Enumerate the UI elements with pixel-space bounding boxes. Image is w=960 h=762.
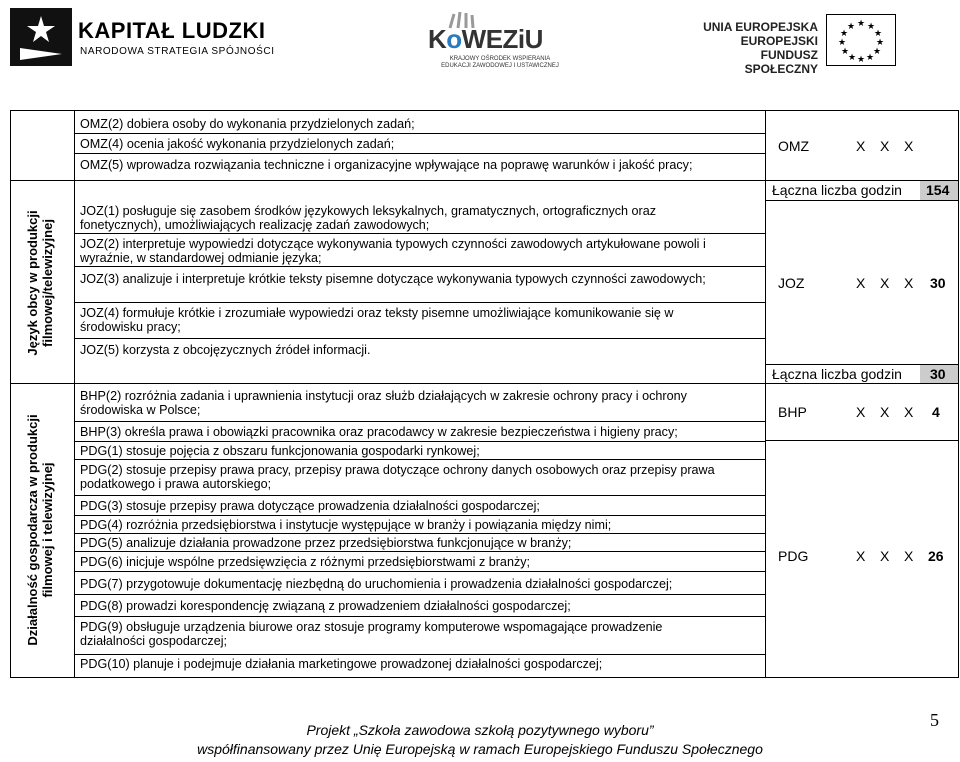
kapital-ludzki-logo-icon (10, 8, 72, 66)
list-item: OMZ(2) dobiera osoby do wykonania przydzielonych zadań; (80, 117, 415, 131)
svg-text:★: ★ (875, 38, 885, 48)
mark: X (856, 275, 866, 291)
list-item: PDG(1) stosuje pojęcia z obszaru funkcjonowania gospodarki rynkowej; (80, 444, 480, 458)
sum-label: Łączna liczba godzin (772, 366, 902, 382)
svg-text:★: ★ (865, 53, 875, 63)
list-item: PDG(8) prowadzi korespondencję związaną z prowadzeniem działalności gospodarczej; (80, 599, 571, 613)
list-item: BHP(2) rozróżnia zadania i uprawnienia instytucji oraz służb działających w zakresie ochrony pracy i ochrony środowiska w Polsce; (80, 389, 687, 417)
svg-text:★: ★ (839, 29, 849, 39)
list-item: PDG(7) przygotowuje dokumentację niezbędną do uruchomienia i prowadzenia działalności gospodarczej; (80, 577, 673, 591)
list-item: PDG(3) stosuje przepisy prawa dotyczące prowadzenia działalności gospodarczej; (80, 499, 540, 513)
list-item: OMZ(4) ocenia jakość wykonania przydzielonych zadań; (80, 137, 395, 151)
mark: X (880, 548, 890, 564)
list-item: PDG(2) stosuje przepisy prawa pracy, przepisy prawa dotyczące ochrony danych osobowych oraz przepisy prawa podatkowego i prawa autorskiego; (80, 463, 715, 491)
module-code: BHP (778, 404, 807, 420)
eu-text: UNIA EUROPEJSKA EUROPEJSKI FUNDUSZ SPOŁECZNY (703, 20, 818, 76)
mark: X (856, 404, 866, 420)
mark: X (904, 404, 914, 420)
koweziu-subtitle: KRAJOWY OŚRODEK WSPIERANIA EDUKACJI ZAWODOWEJ I USTAWICZNEJ (441, 56, 559, 69)
mark: X (904, 548, 914, 564)
mark: X (856, 548, 866, 564)
sum-value: 154 (926, 182, 950, 198)
list-item: PDG(4) rozróżnia przedsiębiorstwa i instytucje występujące w branży i powiązania między nimi; (80, 518, 612, 532)
list-item: PDG(5) analizuje działania prowadzone przez przedsiębiorstwa funkcjonujące w branży; (80, 536, 572, 550)
mark: X (880, 404, 890, 420)
mark: X (904, 138, 914, 154)
footer-line-2: współfinansowany przez Unię Europejską w ramach Europejskiego Funduszu Społecznego (197, 741, 763, 757)
mark: X (880, 138, 890, 154)
list-item: JOZ(2) interpretuje wypowiedzi dotyczące wykonywania typowych czynności zawodowych artykułowane powoli i wyraźnie, w standardowej odmianie języka; (80, 237, 706, 265)
sum-label: Łączna liczba godzin (772, 182, 902, 198)
list-item: JOZ(4) formułuje krótkie i zrozumiałe wypowiedzi oraz teksty pisemne umożliwiające komunikowanie się w środowisku pracy; (80, 306, 674, 334)
koweziu-title: KoWEZiU (428, 24, 543, 54)
module-code: PDG (778, 548, 809, 564)
list-item: PDG(10) planuje i podejmuje działania marketingowe prowadzonej działalności gospodarczej; (80, 657, 603, 671)
svg-text:★: ★ (847, 53, 857, 63)
hours-value: 4 (932, 404, 940, 420)
section-label-joz: Język obcy w produkcji filmowej/telewizyjnej (25, 210, 55, 356)
svg-text:★: ★ (866, 22, 876, 32)
section-label-dg: Działalność gospodarcza w produkcji filmowej i telewizyjnej (25, 414, 55, 646)
hours-value: 30 (930, 275, 946, 291)
svg-text:★: ★ (856, 55, 866, 65)
list-item: PDG(9) obsługuje urządzenia biurowe oraz stosuje programy komputerowe wspomagające prowadzenie działalności gospodarczej; (80, 620, 663, 648)
eu-flag-icon (826, 14, 896, 66)
list-item: JOZ(1) posługuje się zasobem środków językowych leksykalnych, gramatycznych, ortograficznych oraz fonetycznych), umożliwiających realizację zadań zawodowych; (80, 204, 657, 232)
footer-line-1: Projekt „Szkoła zawodowa szkołą pozytywnego wyboru” (306, 722, 654, 738)
hours-value: 26 (928, 548, 944, 564)
page-header (0, 0, 960, 100)
module-code: JOZ (778, 275, 805, 291)
svg-text:★: ★ (856, 19, 866, 29)
svg-text:★: ★ (873, 29, 883, 39)
svg-text:★: ★ (846, 22, 856, 32)
list-item: PDG(6) inicjuje wspólne przedsięwzięcia z różnymi przedsiębiorstwami z branży; (80, 555, 531, 569)
svg-text:★: ★ (872, 47, 882, 57)
kapital-ludzki-title: KAPITAŁ LUDZKI (78, 18, 266, 43)
svg-text:★: ★ (837, 38, 847, 48)
mark: X (856, 138, 866, 154)
mark: X (904, 275, 914, 291)
list-item: JOZ(3) analizuje i interpretuje krótkie teksty pisemne dotyczące wykonywania typowych czynności zawodowych; (80, 272, 706, 286)
list-item: JOZ(5) korzysta z obcojęzycznych źródeł informacji. (80, 343, 371, 357)
page-number: 5 (930, 710, 939, 730)
svg-text:★: ★ (840, 47, 850, 57)
mark: X (880, 275, 890, 291)
sum-value: 30 (930, 366, 946, 382)
module-code: OMZ (778, 138, 810, 154)
kapital-ludzki-subtitle: NARODOWA STRATEGIA SPÓJNOŚCI (80, 46, 275, 57)
list-item: OMZ(5) wprowadza rozwiązania techniczne i organizacyjne wpływające na poprawę warunków i jakość pracy; (80, 158, 693, 172)
list-item: BHP(3) określa prawa i obowiązki pracownika oraz pracodawcy w zakresie bezpieczeństwa i higieny pracy; (80, 425, 678, 439)
